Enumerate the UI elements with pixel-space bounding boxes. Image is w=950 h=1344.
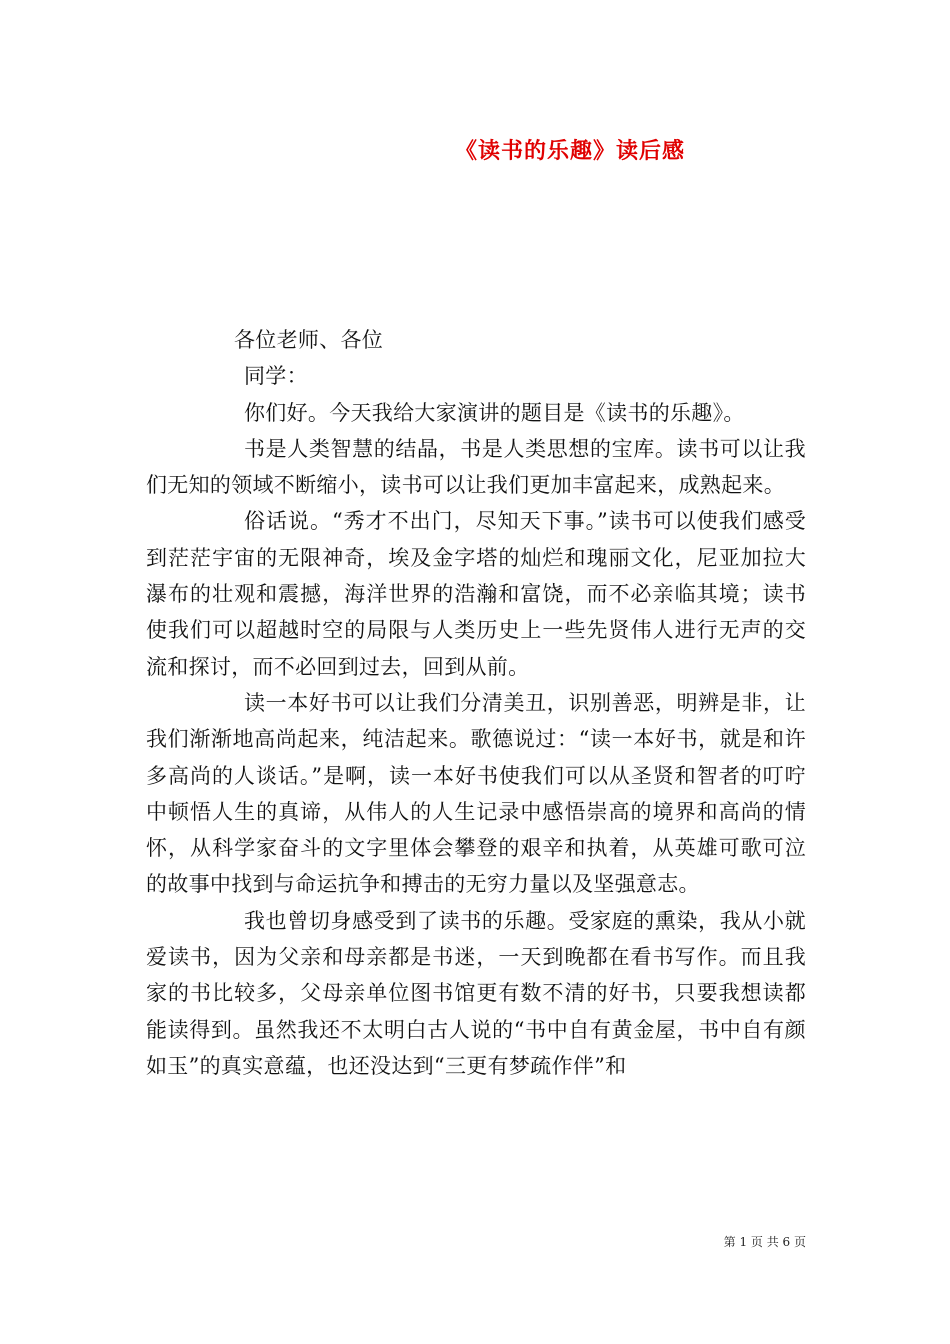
paragraph: 书是人类智慧的结晶，书是人类思想的宝库。读书可以让我们无知的领域不断缩小，读书可以让我们更加丰富起来，成熟起来。 [146, 436, 806, 498]
greeting-line-2: 同学： [244, 364, 308, 389]
page-number-footer: 第 1 页 共 6 页 [723, 1235, 806, 1249]
paragraph: 读一本好书可以让我们分清美丑，识别善恶，明辨是非，让我们渐渐地高尚起来，纯洁起来。歌德说过：“读一本好书，就是和许多高尚的人谈话。”是啊，读一本好书使我们可以从圣贤和智者的叮咛中顿悟人生的真谛，从伟人的人生记录中感悟崇高的境界和高尚的情怀，从科学家奋斗的文字里体会攀登的艰辛和执着，从英雄可歌可泣的故事中找到与命运抗争和搏击的无穷力量以及坚强意志。 [146, 690, 806, 897]
paragraph: 你们好。今天我给大家演讲的题目是《读书的乐趣》。 [244, 400, 745, 425]
greeting-line-1: 各位老师、各位 [234, 328, 384, 352]
paragraph: 我也曾切身感受到了读书的乐趣。受家庭的熏染，我从小就爱读书，因为父亲和母亲都是书迷，一天到晚都在看书写作。而且我家的书比较多，父母亲单位图书馆更有数不清的好书，只要我想读都能读得到。虽然我还不太明白古人说的“书中自有黄金屋，书中自有颜如玉”的真实意蕴，也还没达到“三更有梦疏作伴”和 [146, 908, 806, 1078]
paragraph: 俗话说。“秀才不出门，尽知天下事。”读书可以使我们感受到茫茫宇宙的无限神奇，埃及金字塔的灿烂和瑰丽文化，尼亚加拉大瀑布的壮观和震撼，海洋世界的浩瀚和富饶，而不必亲临其境；读书使我们可以超越时空的局限与人类历史上一些先贤伟人进行无声的交流和探讨，而不必回到过去，回到从前。 [146, 509, 806, 679]
document-title: 《读书的乐趣》读后感 [454, 139, 685, 164]
document-body [146, 322, 806, 1084]
